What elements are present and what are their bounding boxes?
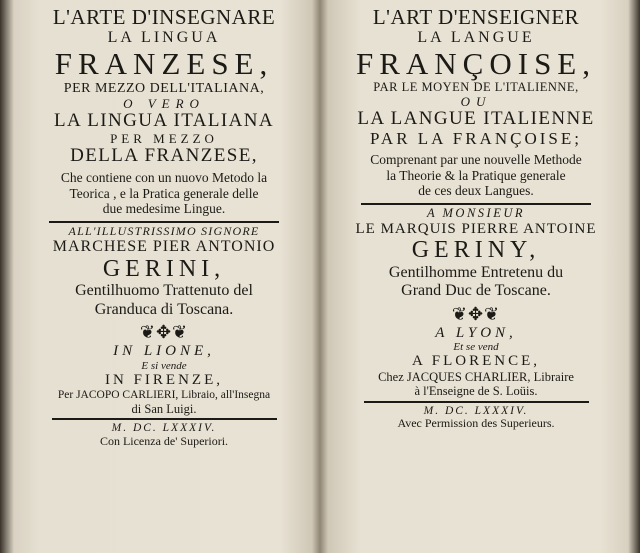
left-printer-line-1: Per JACOPO CARLIERI, Libraio, all'Insegna (57, 388, 271, 401)
left-rule-2 (52, 418, 277, 420)
left-printer-line-2: di San Luigi. (131, 401, 197, 416)
left-title-line-2: LA LINGUA (107, 29, 221, 47)
left-ornament-icon: ❦✥❦ (139, 322, 189, 343)
left-dedication-line-5: Granduca di Toscana. (94, 300, 234, 318)
left-desc-line-3: due medesime Lingue. (102, 201, 226, 217)
left-place-3: IN FIRENZE, (105, 372, 223, 388)
right-title-line-7: PAR LA FRANÇOISE; (370, 129, 582, 149)
left-title-page (18, 0, 310, 553)
left-place-1: IN LIONE, (113, 343, 215, 360)
right-title-line-2: LA LANGUE (417, 29, 535, 47)
right-dedication-line-3: GERINY, (411, 237, 541, 264)
right-desc-line-1: Comprenant par une nouvelle Methode (370, 152, 582, 168)
right-dedication-line-2: LE MARQUIS PIERRE ANTOINE (355, 220, 597, 237)
right-dedication-line-1: A MONSIEUR (426, 206, 526, 220)
left-dedication-line-2: MARCHESE PIER ANTONIO (52, 238, 276, 256)
left-desc-line-2: Teorica , e la Pratica generale delle (69, 185, 259, 201)
left-date: M. DC. LXXXIV. (111, 422, 217, 435)
left-title-line-8: DELLA FRANZESE, (70, 145, 258, 167)
right-printer-line-2: à l'Enseigne de S. Loüis. (414, 384, 538, 399)
right-place-3: A FLORENCE, (411, 353, 540, 370)
right-title-line-3: FRANÇOISE, (355, 45, 596, 81)
right-place-2: Et se vend (453, 341, 499, 354)
right-title-line-6: LA LANGUE ITALIENNE (357, 108, 595, 130)
left-title-line-5: O VERO (123, 95, 205, 111)
left-title-line-6: LA LINGUA ITALIANA (54, 110, 274, 132)
left-rule-1 (49, 221, 279, 223)
right-rule-1 (361, 203, 591, 205)
right-title-line-1: L'ART D'ENSEIGNER (372, 5, 580, 29)
left-dedication-line-4: Gentilhuomo Trattenuto del (75, 282, 253, 300)
right-license: Avec Permission des Superieurs. (397, 416, 555, 431)
left-dedication-line-1: ALL'ILLUSTRISSIMO SIGNORE (68, 224, 260, 239)
right-dedication-line-5: Grand Duc de Toscane. (401, 282, 551, 300)
right-dedication-line-4: Gentilhomme Entretenu du (388, 263, 564, 281)
right-place-1: A LYON, (435, 324, 517, 341)
right-date: M. DC. LXXXIV. (423, 404, 529, 417)
right-title-line-4: PAR LE MOYEN DE L'ITALIENNE, (373, 80, 579, 95)
right-title-line-5: OU (460, 94, 492, 110)
right-rule-2 (364, 401, 589, 403)
left-title-line-4: PER MEZZO DELL'ITALIANA, (63, 81, 265, 97)
right-title-page (330, 0, 622, 553)
left-dedication-line-3: GERINI, (102, 255, 226, 282)
right-desc-line-3: de ces deux Langues. (418, 183, 534, 199)
right-ornament-icon: ❦✥❦ (451, 303, 501, 324)
right-desc-line-2: la Theorie & la Pratique generale (386, 167, 566, 183)
left-title-line-1: L'ARTE D'INSEGNARE (52, 5, 276, 29)
left-desc-line-1: Che contiene con un nuovo Metodo la (60, 170, 268, 186)
left-title-line-7: PER MEZZO (110, 130, 218, 146)
right-printer-line-1: Chez JACQUES CHARLIER, Libraire (378, 369, 574, 384)
left-license: Con Licenza de' Superiori. (99, 433, 229, 448)
left-title-line-3: FRANZESE, (54, 45, 274, 81)
left-place-2: E si vende (141, 359, 187, 372)
